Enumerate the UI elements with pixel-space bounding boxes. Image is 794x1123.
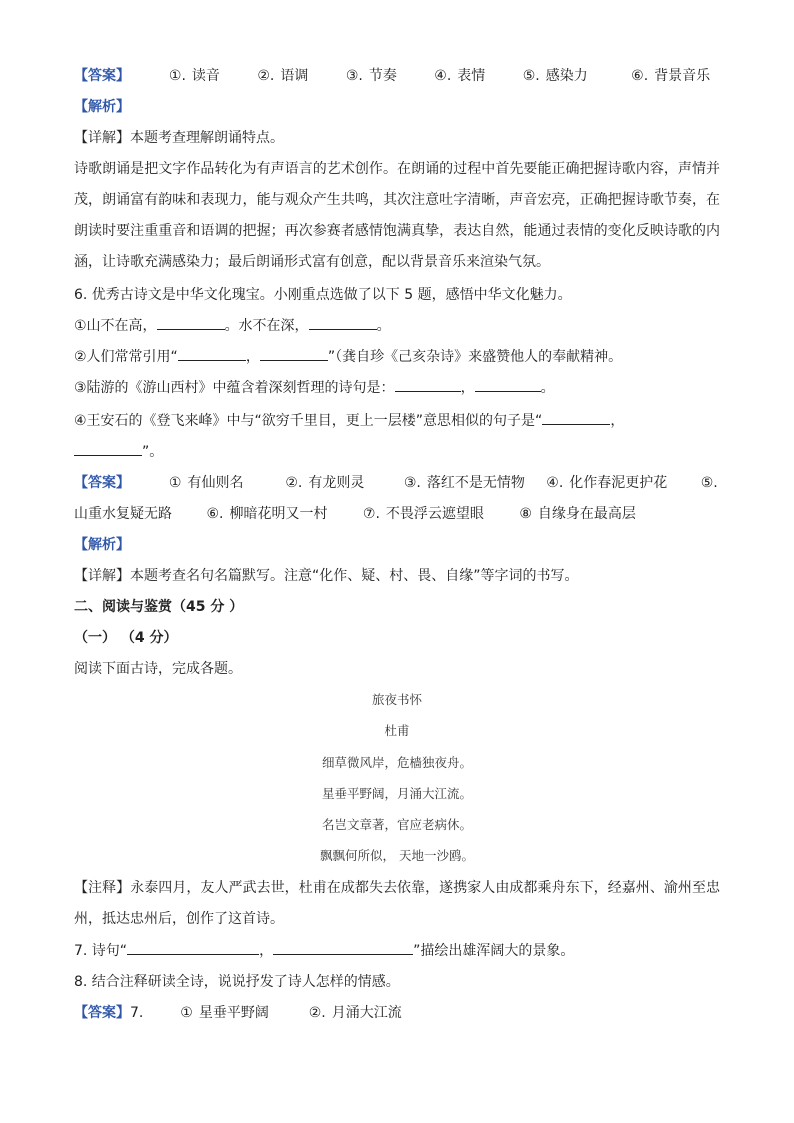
answer-blank[interactable] (157, 315, 225, 330)
detail-line (74, 127, 284, 149)
answer-item: ⑥. 背景音乐 (631, 68, 711, 84)
detail-tag: 【详解】 (74, 130, 130, 146)
question-6-item-2: ②人们常常引用“ ， ”（龚自珍《己亥杂诗》来盛赞他人的奉献精神。 (74, 346, 622, 368)
answer-item: ②. 月涌大江流 (308, 1005, 402, 1021)
answer-tag: 【答案】 (74, 68, 130, 84)
answer-blank[interactable] (178, 346, 246, 361)
paragraph-line: 茂，朗诵富有韵味和表现力，能与观众产生共鸣，其次注意吐字清晰，声音宏亮，正确把握诗歌节奏，在 (74, 192, 720, 208)
paragraph-line: 诗歌朗诵是把文字作品转化为有声语言的艺术创作。在朗诵的过程中首先要能正确把握诗歌内容，声情并 (74, 161, 720, 177)
question-7: 7. 诗句“ ， ”描绘出雄浑阔大的景象。 (74, 940, 574, 962)
analysis-heading: 【解析】 (74, 99, 130, 115)
detail-line: 【详解】本题考查名句名篇默写。注意“化作、疑、村、畏、自缘”等字词的书写。 (74, 568, 579, 584)
question-8: 8. 结合注释研读全诗，说说抒发了诗人怎样的情感。 (74, 974, 400, 990)
subsection-heading: （一） （4 分） (74, 630, 178, 646)
poem-line: 星垂平野阔，月涌大江流。 (321, 786, 472, 801)
answer-blank[interactable] (475, 377, 541, 392)
poem-line: 名岂文章著，官应老病休。 (321, 817, 472, 832)
answer-item: ③. 节奏 (345, 68, 397, 84)
answer-line-1 (74, 65, 710, 87)
poem-author: 杜甫 (384, 723, 410, 738)
answer-item: ⑥. 柳暗花明又一村 (206, 506, 328, 522)
question-6-item-4-cont: ”。 (74, 441, 163, 463)
detail-text: 本题考查理解朗诵特点。 (130, 130, 284, 146)
answer-item: ⑤. (700, 475, 718, 491)
note-line-2: 州，抵达忠州后，创作了这首诗。 (74, 911, 284, 927)
answer-blank[interactable] (542, 410, 610, 425)
answer-item: ③. 落红不是无情物 (403, 475, 525, 491)
answer-item: ⑧ 自缘身在最高层 (519, 506, 636, 522)
poem-title: 旅夜书怀 (371, 692, 422, 707)
question-6-stem: 6. 优秀古诗文是中华文化瑰宝。小刚重点选做了以下 5 题，感悟中华文化魅力。 (74, 287, 572, 303)
analysis-heading: 【解析】 (74, 537, 130, 553)
answer-blank[interactable] (395, 377, 461, 392)
question-6-item-3: ③陆游的《游山西村》中蕴含着深刻哲理的诗句是： ， 。 (74, 377, 555, 399)
answer-item: ① 有仙则名 (168, 475, 244, 491)
answer-blank[interactable] (127, 940, 259, 955)
poem-line: 细草微风岸，危樯独夜舟。 (321, 755, 472, 770)
answer-item: ②. 语调 (257, 68, 309, 84)
section-heading: 二、阅读与鉴赏（45 分 ） (74, 599, 244, 615)
answer-item: ②. 有龙则灵 (285, 475, 365, 491)
answer-item: ⑤. 感染力 (522, 68, 588, 84)
question-6-answer-line-1: 【答案】 ① 有仙则名 ②. 有龙则灵 ③. 落红不是无情物 ④. 化作春泥更护花 ⑤. (74, 472, 724, 494)
paragraph-line: 涵，让诗歌充满感染力；最后朗诵形式富有创意，配以背景音乐来渲染气氛。 (74, 254, 550, 270)
final-answer-line: 【答案】7. ① 星垂平野阔 ②. 月涌大江流 (74, 1002, 402, 1024)
poem-line: 飘飘何所似， 天地一沙鸥。 (320, 848, 474, 863)
answer-blank[interactable] (309, 315, 377, 330)
answer-item: 山重水复疑无路 (74, 506, 172, 522)
paragraph-line: 朗读时要注重重音和语调的把握；再次参赛者感情饱满真挚，表达自然，能通过表情的变化反映诗歌的内 (74, 223, 720, 239)
answer-item: ④. 表情 (434, 68, 486, 84)
answer-blank[interactable] (74, 441, 142, 456)
question-6-item-1: ①山不在高， 。水不在深， 。 (74, 315, 391, 337)
answer-item: ① 星垂平野阔 (180, 1005, 269, 1021)
answer-item: ①. 读音 (168, 68, 220, 84)
answer-blank[interactable] (273, 940, 413, 955)
answer-blank[interactable] (260, 346, 328, 361)
question-6-answer-line-2 (74, 503, 636, 525)
answer-item: ⑦. 不畏浮云遮望眼 (362, 506, 484, 522)
question-6-item-4: ④王安石的《登飞来峰》中与“欲穷千里目，更上一层楼”意思相似的句子是“ ， (74, 410, 624, 432)
instruction-text: 阅读下面古诗，完成各题。 (74, 661, 242, 677)
note-line-1: 【注释】永泰四月，友人严武去世，杜甫在成都失去依靠，遂携家人由成都乘舟东下，经嘉州、渝州至忠 (74, 880, 721, 896)
answer-item: ④. 化作春泥更护花 (546, 475, 668, 491)
